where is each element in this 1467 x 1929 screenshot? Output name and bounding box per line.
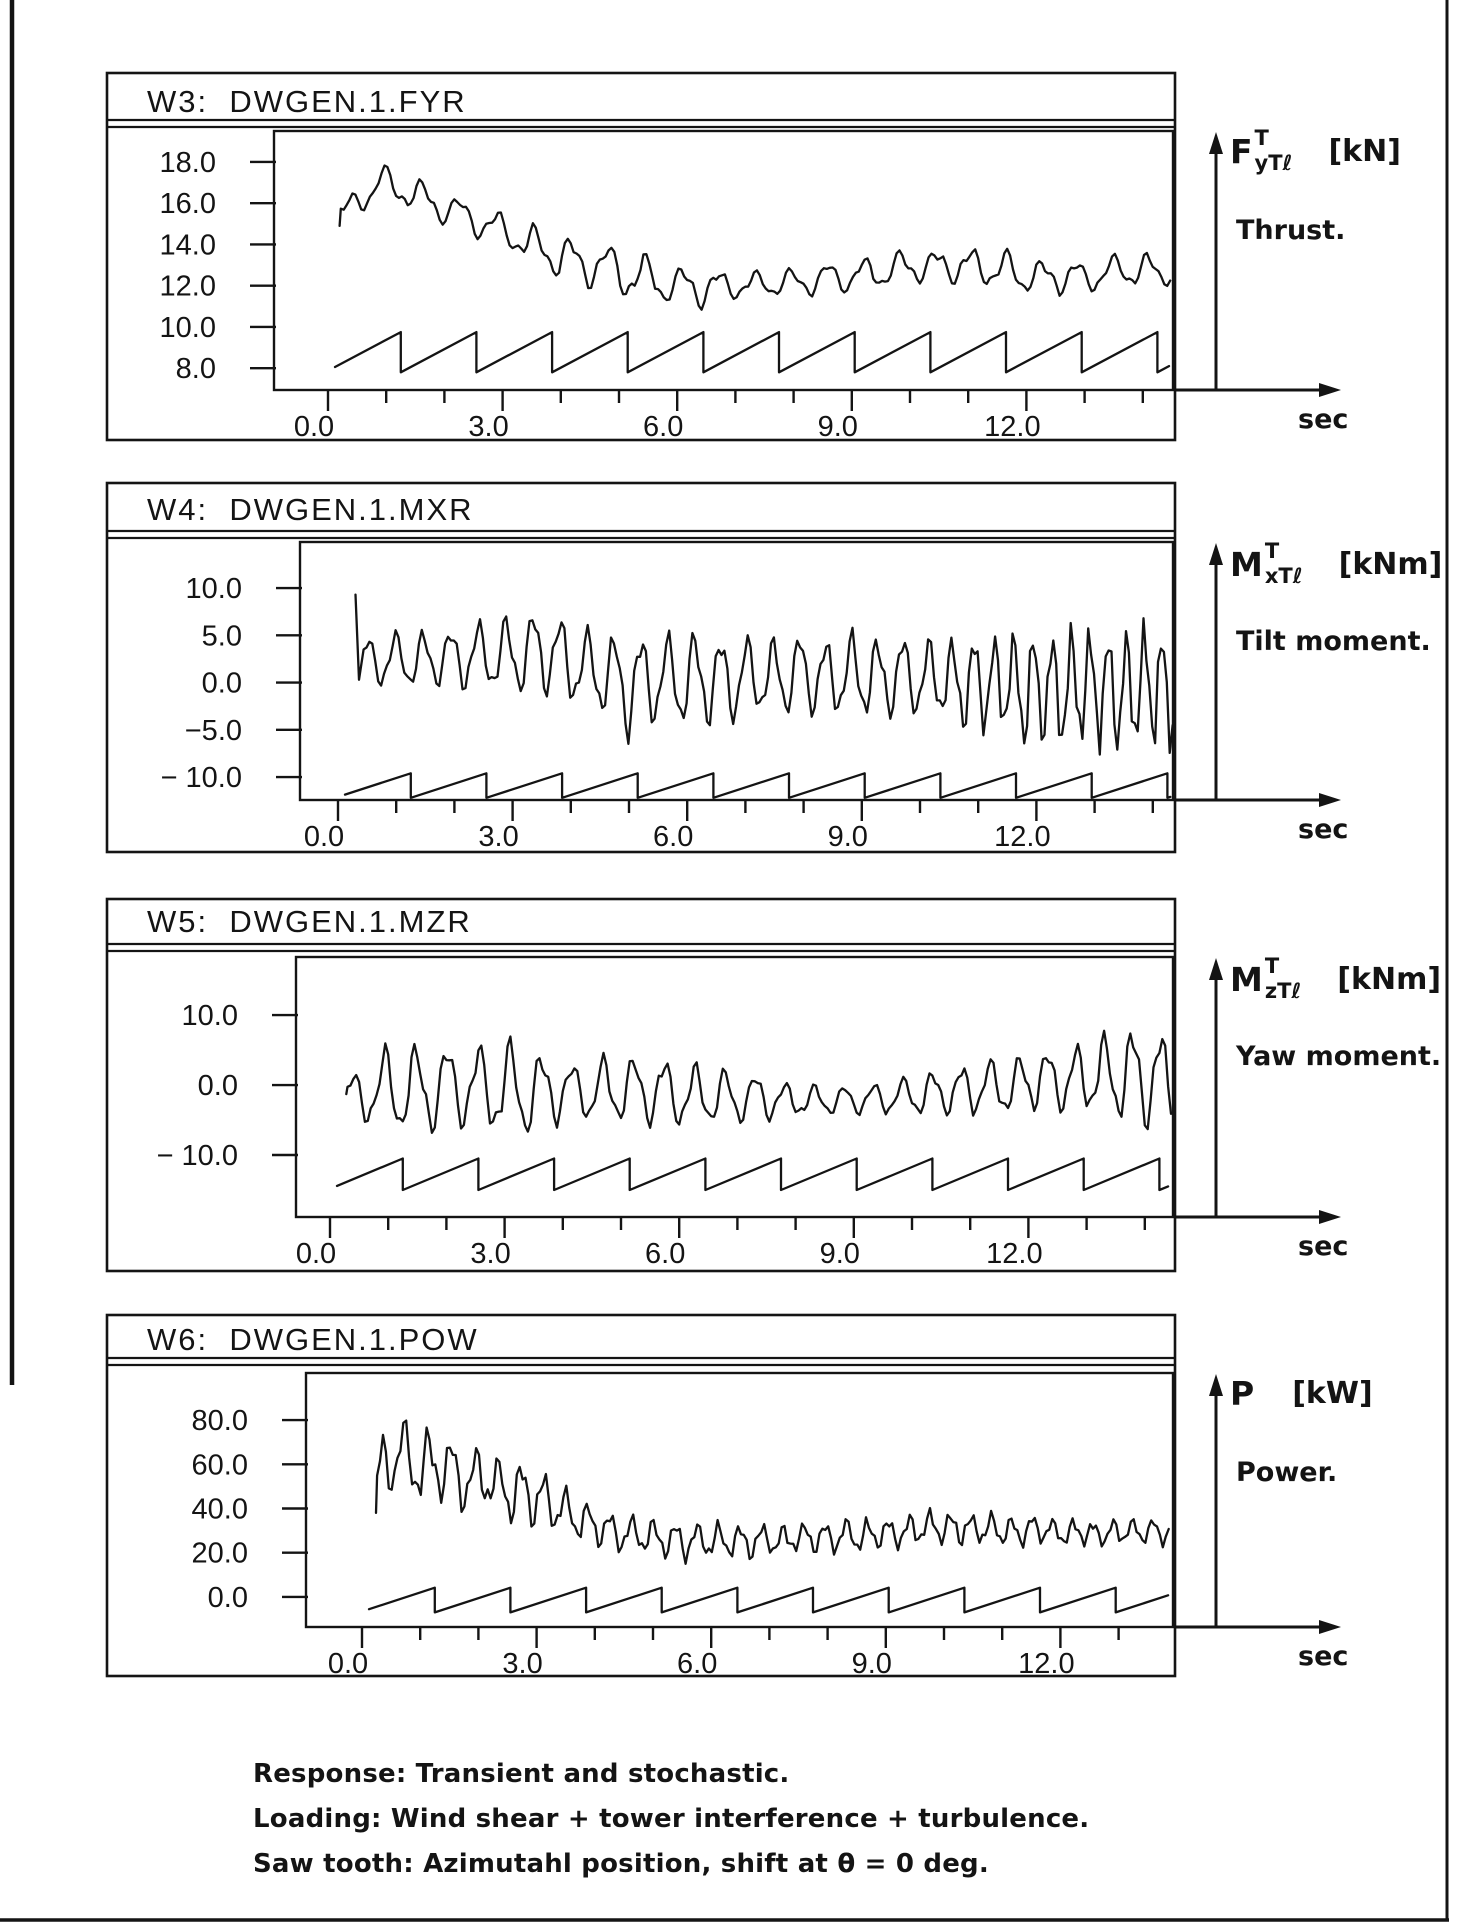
x-tick-label: 3.0 [502, 1648, 543, 1680]
arrow-up-icon [1209, 132, 1223, 154]
y-tick-label: 10.0 [159, 311, 216, 344]
panel-box [107, 1315, 1175, 1676]
x-tick-label: 12.0 [984, 411, 1041, 443]
x-tick-label: 0.0 [327, 1648, 369, 1680]
caption-line-sawtooth: Saw tooth: Azimutahl position, shift at θ = 0 deg. [253, 1849, 989, 1879]
quantity-superscript: T [1264, 539, 1280, 563]
x-tick-label: 12.0 [1018, 1648, 1075, 1680]
y-tick-label: 10.0 [185, 573, 242, 606]
x-tick-label: 0.0 [303, 821, 345, 853]
plot-frame [274, 131, 1173, 390]
quantity-base: P [1230, 1374, 1255, 1413]
quantity-symbol-yaw [1230, 954, 1442, 1003]
caption-line-loading: Loading: Wind shear + tower interference + turbulence. [253, 1804, 1090, 1834]
y-tick-label: 0.0 [207, 1581, 248, 1614]
y-tick-label: 5.0 [201, 620, 242, 653]
caption-line-response: Response: Transient and stochastic. [253, 1759, 790, 1789]
signal-curve [346, 1031, 1171, 1133]
quantity-base: M [1230, 545, 1263, 584]
quantity-symbol-thrust [1230, 126, 1401, 175]
y-tick-label: 40.0 [191, 1493, 248, 1526]
caption [253, 1752, 1089, 1887]
x-tick-label: 6.0 [645, 1238, 686, 1270]
quantity-subscript: xTℓ [1264, 564, 1303, 588]
unit-label: [kNm] [1337, 962, 1442, 997]
azimuth-sawtooth-curve [369, 1588, 1168, 1613]
arrow-up-icon [1209, 958, 1223, 980]
unit-label: [kN] [1328, 134, 1401, 169]
y-tick-label: 14.0 [159, 229, 216, 262]
arrow-right-icon [1319, 1620, 1341, 1634]
arrow-right-icon [1319, 1210, 1341, 1224]
quantity-scripts [1255, 128, 1293, 173]
quantity-subscript: zTℓ [1264, 979, 1302, 1003]
x-tick-label: 12.0 [994, 821, 1051, 853]
quantity-superscript: T [1254, 126, 1269, 150]
quantity-symbol-tilt [1230, 539, 1443, 588]
y-tick-label: −5.0 [184, 714, 242, 747]
x-tick-label: 12.0 [986, 1238, 1043, 1270]
quantity-superscript: T [1264, 954, 1280, 978]
description-power: Power. [1236, 1457, 1338, 1488]
x-tick-label: 6.0 [643, 411, 684, 443]
plot-frame [300, 542, 1173, 800]
time-unit-label: sec [1298, 814, 1349, 845]
time-unit-label: sec [1298, 404, 1349, 435]
y-tick-label: 0.0 [201, 667, 242, 700]
x-tick-label: 3.0 [478, 821, 519, 853]
y-tick-label: 80.0 [191, 1405, 248, 1438]
window-title-w6: W6: DWGEN.1.POW [147, 1322, 479, 1357]
y-tick-label: 0.0 [197, 1070, 238, 1103]
signal-curve [376, 1421, 1169, 1564]
quantity-scripts [1265, 541, 1303, 586]
azimuth-sawtooth-curve [335, 332, 1169, 372]
time-unit-label: sec [1298, 1641, 1349, 1672]
y-tick-label: 8.0 [175, 353, 216, 386]
x-tick-label: 9.0 [817, 411, 858, 443]
y-tick-label: 20.0 [191, 1537, 248, 1570]
x-tick-label: 0.0 [293, 411, 335, 443]
arrow-up-icon [1209, 543, 1223, 565]
x-tick-label: 3.0 [468, 411, 509, 443]
plot-frame [306, 1373, 1173, 1627]
x-tick-label: 9.0 [851, 1648, 892, 1680]
quantity-symbol-power [1230, 1374, 1373, 1413]
description-thrust: Thrust. [1236, 215, 1346, 246]
quantity-base: F [1230, 132, 1253, 171]
y-tick-label: 12.0 [159, 270, 216, 303]
y-tick-label: − 10.0 [160, 762, 242, 795]
quantity-base: M [1230, 960, 1263, 999]
arrow-right-icon [1319, 383, 1341, 397]
quantity-subscript: yTℓ [1254, 151, 1293, 175]
azimuth-sawtooth-curve [345, 773, 1170, 798]
arrow-right-icon [1319, 793, 1341, 807]
signal-curve [356, 595, 1173, 755]
unit-label: [kNm] [1338, 547, 1443, 582]
x-tick-label: 9.0 [827, 821, 868, 853]
quantity-scripts [1265, 956, 1301, 1001]
y-tick-label: 10.0 [181, 1000, 238, 1033]
window-title-w3: W3: DWGEN.1.FYR [147, 84, 467, 119]
y-tick-label: 16.0 [159, 188, 216, 221]
y-tick-label: − 10.0 [156, 1140, 238, 1173]
x-tick-label: 6.0 [677, 1648, 718, 1680]
unit-label: [kW] [1292, 1376, 1373, 1411]
azimuth-sawtooth-curve [337, 1159, 1168, 1191]
x-tick-label: 0.0 [295, 1238, 337, 1270]
description-tilt: Tilt moment. [1236, 626, 1431, 657]
time-unit-label: sec [1298, 1231, 1349, 1262]
arrow-up-icon [1209, 1374, 1223, 1396]
signal-curve [340, 166, 1171, 310]
x-tick-label: 6.0 [653, 821, 694, 853]
y-tick-label: 18.0 [159, 146, 216, 179]
description-yaw: Yaw moment. [1236, 1041, 1442, 1072]
x-tick-label: 3.0 [470, 1238, 511, 1270]
x-tick-label: 9.0 [819, 1238, 860, 1270]
y-tick-label: 60.0 [191, 1449, 248, 1482]
window-title-w5: W5: DWGEN.1.MZR [147, 904, 472, 939]
window-title-w4: W4: DWGEN.1.MXR [147, 492, 474, 527]
